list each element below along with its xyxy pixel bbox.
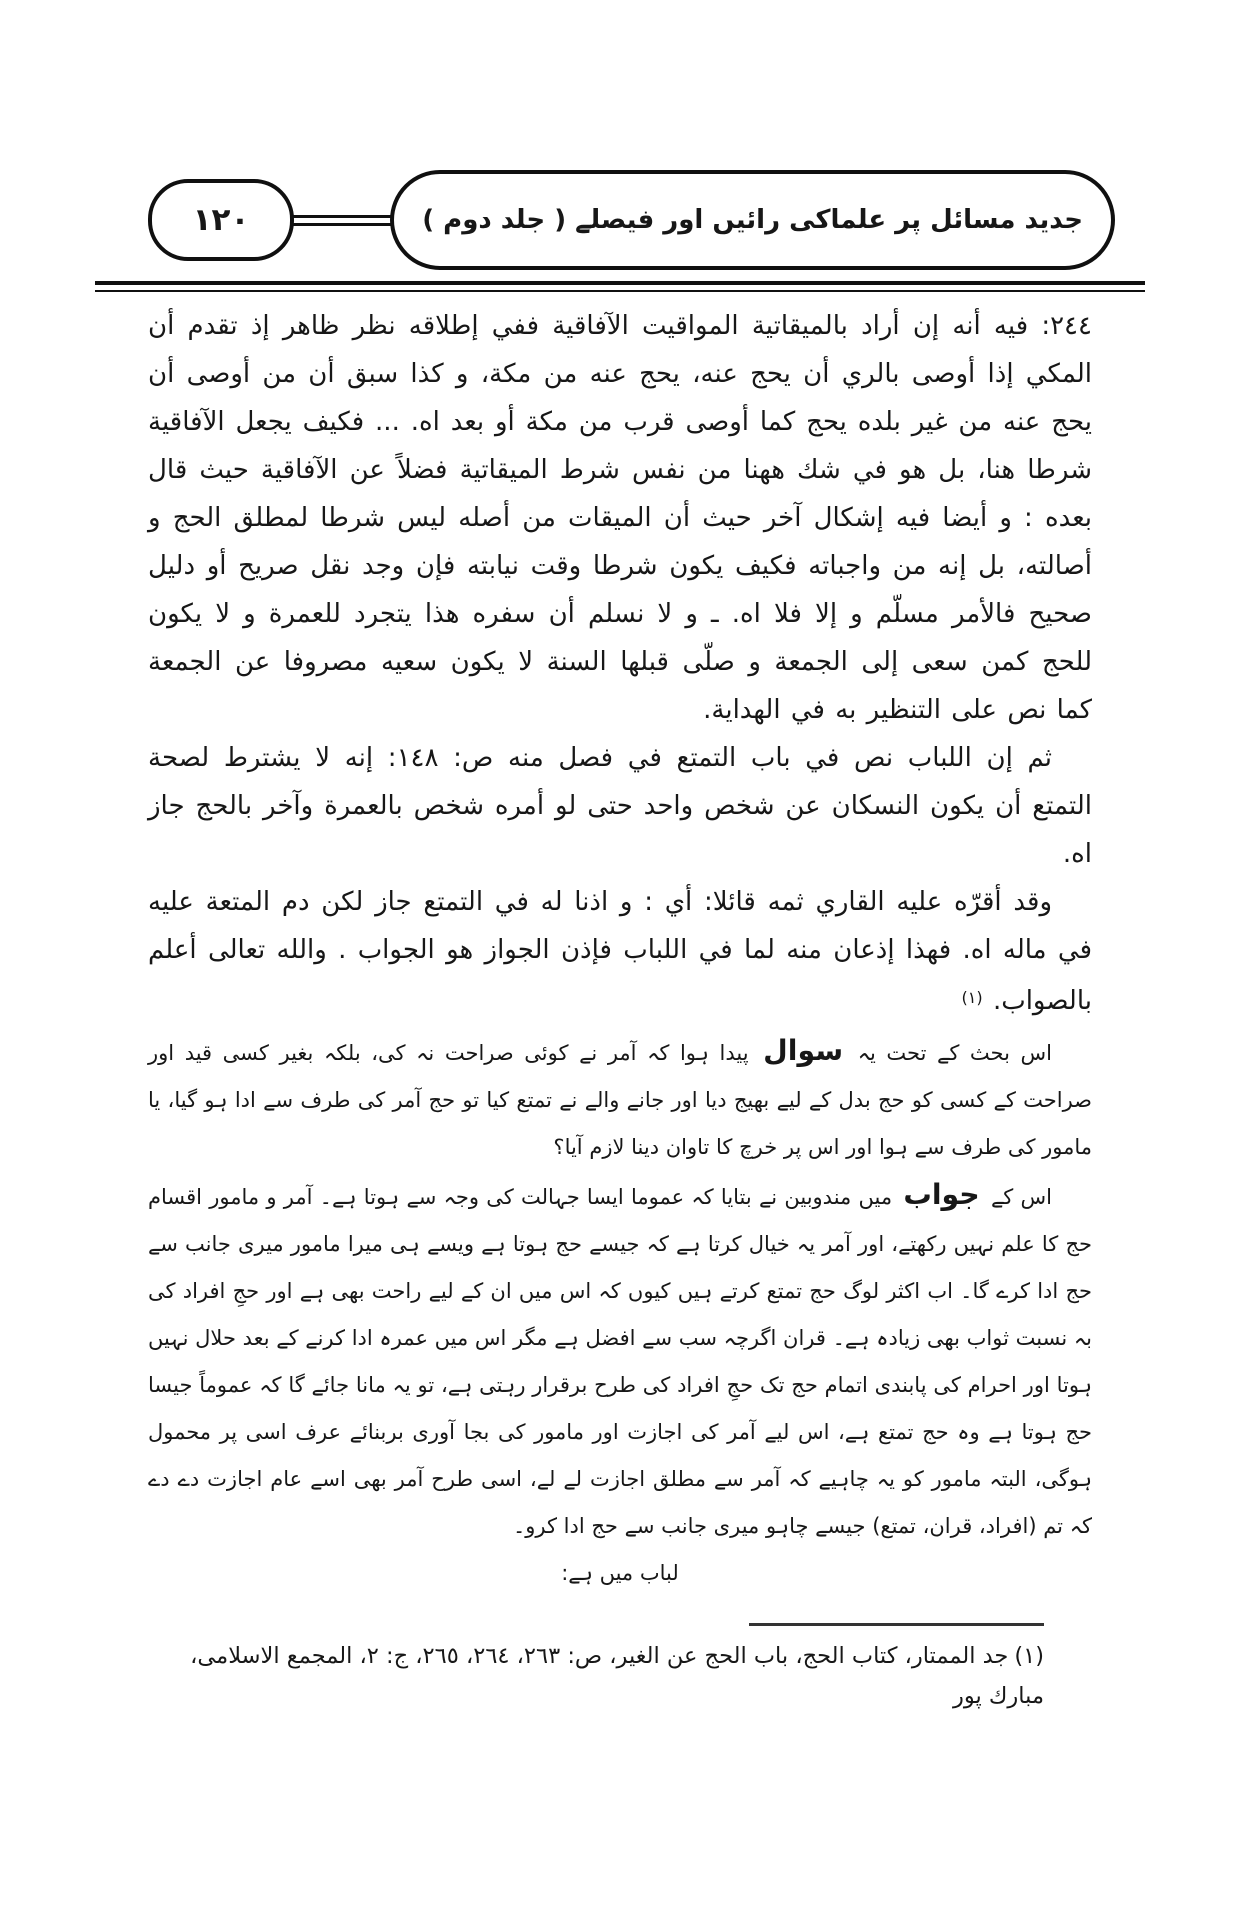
- footnote-divider-rule: [749, 1623, 1044, 1626]
- footnote-text: جد الممتار، كتاب الحج، باب الحج عن الغير، ص: ٢٦٣، ٢٦٤، ٢٦٥، ج: ٢، المجمع الاسلامى، مبارك پور: [190, 1643, 1044, 1709]
- header-connector-rule: [290, 215, 394, 226]
- urdu-question: [148, 1027, 1092, 1171]
- footnote-ref-1: (١): [961, 988, 983, 1007]
- text-run: میں مندوبین نے بتایا کہ عموما ایسا جہالت کی وجہ سے ہوتا ہے۔ آمر و مامور اقسام حج کا علم نہیں رکھتے، اور آمر یہ خیال کرتا ہے کہ جیسے حج ہوتا ہے ویسے ہی میرا مامور میری جانب سے حج ادا کرے گا۔ اب اکثر لوگ حج تمتع کرتے ہیں کیوں کہ اس میں ان کے لیے راحت بھی ہے اور حجِ افراد کی بہ نسبت ثواب بھی زیادہ ہے۔ قران اگرچہ سب سے افضل ہے مگر اس میں عمرہ ادا کرنے کے بعد حلال نہیں ہوتا اور احرام کی پابندی اتمام حج تک حجِ افراد کی طرح برقرار رہتی ہے، تو یہ مانا جائے گا کہ عموماً جیسا حج ہوتا ہے وہ حج تمتع ہے، اس لیے آمر کی اجازت اور مامور کی بجا آوری بربنائے عرف اسی پر محمول ہوگی، البتہ مامور کو یہ چاہیے کہ آمر سے مطلق اجازت لے لے، اسی طرح آمر بھی اسے عام اجازت دے دے کہ تم (افراد، قران، تمتع) جیسے چاہو میری جانب سے حج ادا کرو۔: [148, 1185, 1092, 1538]
- page-body: [148, 302, 1092, 1597]
- book-page: [0, 172, 1240, 1926]
- page-header: [148, 172, 1115, 268]
- footnote-line: [148, 1636, 1044, 1716]
- text-run: لباب میں ہے:: [561, 1561, 679, 1585]
- urdu-lubab-lead-in: [148, 1550, 1092, 1597]
- text-run: اس کے: [983, 1185, 1052, 1209]
- text-run: اس بحث کے تحت یہ: [847, 1041, 1052, 1065]
- page-number-badge: [148, 179, 294, 261]
- arabic-passage-244: [148, 302, 1092, 734]
- question-keyword: سوال: [763, 1034, 844, 1067]
- text-run: ٢٤٤: فيه أنه إن أراد بالميقاتية المواقيت الآفاقية ففي إطلاقه نظر ظاهر إذ تقدم أن المكي إذا أوصى بالري أن يحج عنه، يحج عنه من مكة، و كذا سبق أن من أوصى أن يحج عنه من غير بلده يحج كما أوصى قرب من مكة أو بعد اه. ... فكيف يجعل الآفاقية شرطا هنا، بل هو في شك ههنا من نفس شرط الميقاتية فضلاً عن الآفاقية حيث قال بعده : و أيضا فيه إشكال آخر حيث أن الميقات من أصله ليس شرطا لمطلق الحج و أصالته، بل إنه من واجباته فكيف يكون شرطا وقت نيابته فإن وجد نقل صريح أو دليل صحيح فالأمر مسلّم و إلا فلا اه. ـ و لا نسلم أن سفره هذا يتجرد للعمرة و لا يكون للحج كمن سعى إلى الجمعة و صلّى قبلها السنة لا يكون سعيه مصروفا عن الجمعة كما نص على التنظير به في الهداية.: [148, 311, 1092, 725]
- answer-keyword: جواب: [903, 1178, 980, 1211]
- text-run: ثم إن اللباب نص في باب التمتع في فصل منه ص: ١٤٨: إنه لا يشترط لصحة التمتع أن يكون النسكان عن شخص واحد حتى لو أمره شخص بالعمرة وآخر بالحج جاز اه.: [148, 743, 1092, 869]
- footnote-section: [148, 1623, 1092, 1716]
- book-title-cartouche: [390, 170, 1115, 270]
- page-number: ۱۲۰: [192, 202, 250, 238]
- book-title: جدید مسائل پر علماکی رائیں اور فیصلے ( جلد دوم ): [422, 205, 1083, 235]
- arabic-qari-comment: [148, 878, 1092, 1025]
- footnote-marker: (١): [1014, 1643, 1044, 1669]
- header-divider-rule: [95, 281, 1145, 292]
- urdu-answer: [148, 1171, 1092, 1550]
- text-run: وقد أقرّه عليه القاري ثمه قائلا: أي : و اذنا له في التمتع جاز لكن دم المتعة عليه في ماله اه. فهذا إذعان منه لما في اللباب فإذن الجواز هو الجواب . والله تعالى أعلم بالصواب.: [148, 887, 1092, 1016]
- arabic-lubab-quote: [148, 734, 1092, 878]
- text-run: پیدا ہوا کہ آمر نے کوئی صراحت نہ کی، بلکہ بغیر کسی قید اور صراحت کے کسی کو حج بدل کے لیے بھیج دیا اور جانے والے نے تمتع کیا تو حج آمر کی طرف سے ادا ہو گیا، یا مامور کی طرف سے ہوا اور اس پر خرچ کا تاوان دینا لازم آیا؟: [148, 1041, 1092, 1159]
